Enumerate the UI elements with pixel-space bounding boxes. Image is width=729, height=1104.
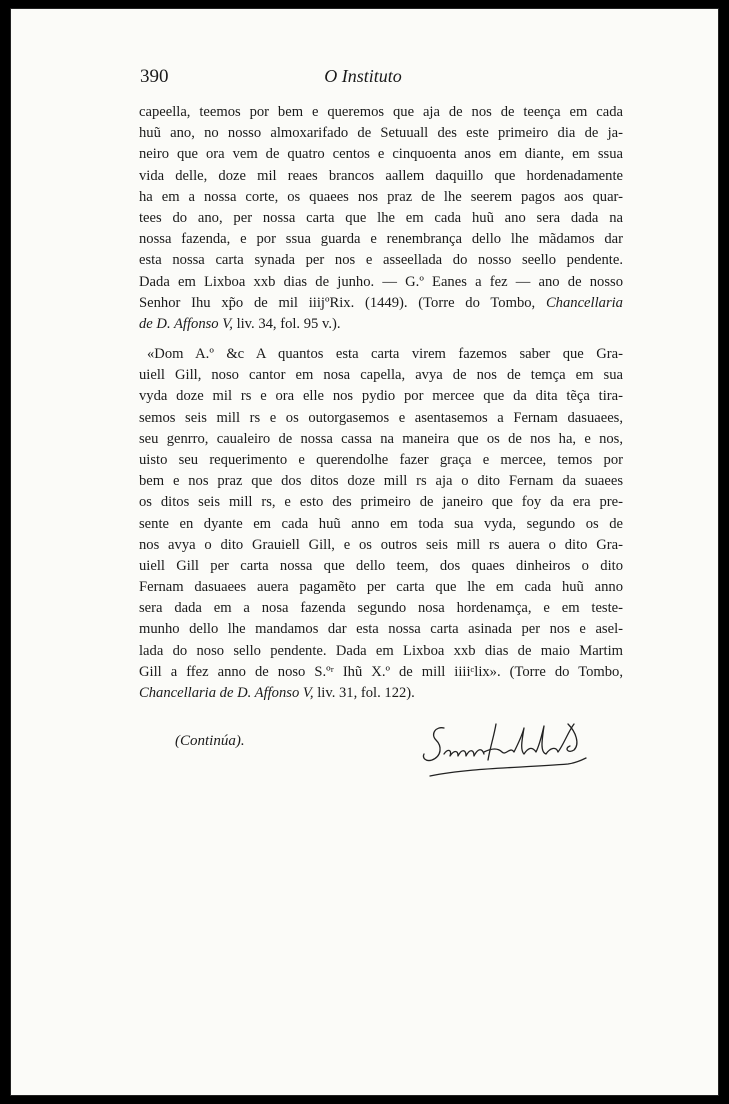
text-line: uiell Gill, noso cantor em nosa capella, avya de nos de temça em sua	[139, 367, 623, 384]
page-number: 390	[140, 66, 169, 87]
paragraph-2	[139, 344, 623, 704]
page-header	[138, 66, 588, 90]
text-line: munho dello lhe mandamos dar esta nossa carta asinada per nos e asel-	[139, 621, 623, 638]
text-line	[139, 683, 623, 704]
signature-image	[418, 718, 594, 788]
text-line: lada do noso sello pendente. Dada em Lixboa xxb dias de maio Martim	[139, 642, 623, 659]
text-segment: Senhor Ihu xp̃o de mil iiijºRix. (1449). (Torre do Tombo,	[139, 294, 536, 311]
paragraph-1	[139, 102, 623, 335]
text-line: os ditos seis mill rs, e esto des primeiro de janeiro que foy da era pre-	[139, 494, 623, 511]
text-segment: liv. 34, fol. 95 v.).	[236, 315, 341, 332]
citation-title: Chancellaria de D. Affonso V,	[139, 685, 314, 701]
text-line: ha em a nossa corte, os quaees nos praz de lhe seerem pagos aos quar-	[139, 188, 623, 205]
text-line: Fernam dasuaees auera pagamẽto per carta que lhe em cada huũ anno	[139, 579, 623, 596]
text-line: Dada em Lixboa xxb dias de junho. — G.º Eanes a fez — ano de nosso	[139, 273, 623, 290]
text-line: esta nossa carta synada per nos e asseellada do nosso seello pendente.	[139, 252, 623, 269]
text-line: neiro que ora vem de quatro centos e cinquoenta anos em diante, em ssua	[139, 146, 623, 163]
text-line	[139, 314, 623, 335]
text-line: uiell Gill per carta nossa que dello teem, dos quaes dinheiros o dito	[139, 557, 623, 574]
text-line: sera dada em a nosa fazenda segundo nosa hordenamça, e em teste-	[139, 600, 623, 617]
text-line: Gill a ffez anno de noso S.ºʳ Ihũ X.º de mill iiiiᶜlix». (Torre do Tombo,	[139, 663, 623, 680]
text-line: nossa fazenda, e por ssua guarda e renembrança dello lhe mãdamos dar	[139, 231, 623, 248]
text-line: uisto seu requerimento e querendolhe fazer graça e mercee, temos por	[139, 451, 623, 468]
text-line	[139, 293, 623, 314]
text-line: vida delle, doze mil reaes brancos aallem daquillo que hordenadamente	[139, 167, 623, 184]
text-line: semos seis mill rs e os outorgasemos e asentasemos a Fernam dasuaees,	[139, 409, 623, 426]
continua-note: (Continúa).	[175, 733, 245, 749]
running-title: O Instituto	[324, 66, 402, 86]
citation-title: de D. Affonso V,	[139, 315, 233, 332]
text-line: sente en dyante em cada huũ anno em toda sua vyda, segundo os de	[139, 515, 623, 532]
text-line: bem e nos praz que dos ditos doze mill rs aja o dito Fernam da suaees	[139, 473, 623, 490]
citation-title: Chancellaria	[545, 294, 623, 311]
text-line: nos avya o dito Grauiell Gill, e os outros seis mill rs auera o dito Gra-	[139, 536, 623, 553]
text-line: tees do ano, per nossa carta que lhe em cada huũ ano sera dada na	[139, 209, 623, 226]
text-line: huũ ano, no nosso almoxarifado de Setuuall des este primeiro dia de ja-	[139, 125, 623, 142]
text-line: «Dom A.º &c A quantos esta carta virem fazemos saber que Gra-	[147, 346, 623, 362]
text-line: vyda doze mil rs e ora elle nos pydio por mercee que da dita tẽça tira-	[139, 388, 623, 405]
text-segment: liv. 31, fol. 122).	[317, 685, 415, 701]
text-line: capeella, teemos por bem e queremos que aja de nos de teença em cada	[139, 104, 623, 120]
text-line: seu genrro, caualeiro de nossa cassa na maneira que os de nos ha, e nos,	[139, 430, 623, 447]
